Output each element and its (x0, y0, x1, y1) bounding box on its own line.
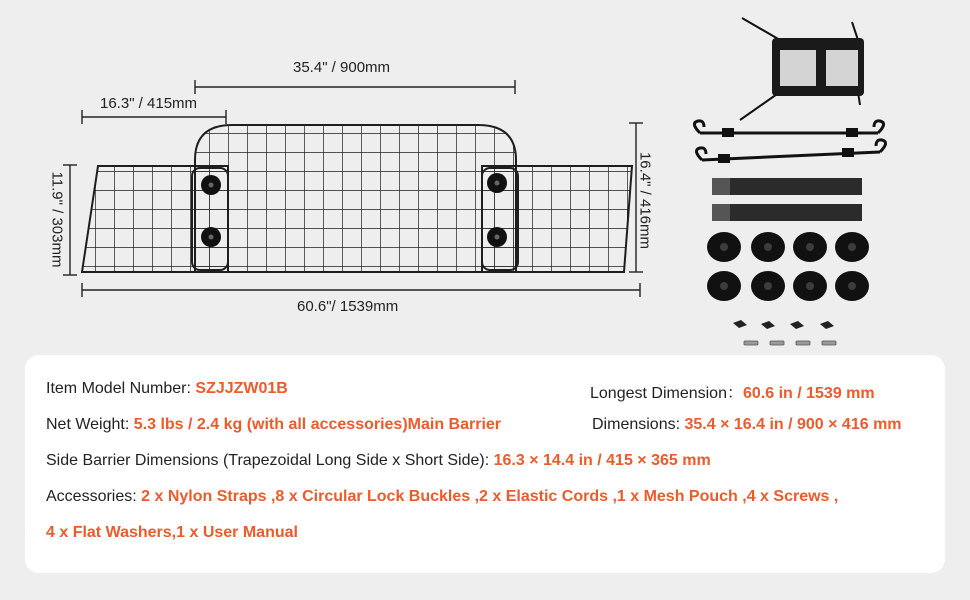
washer-icon (744, 341, 836, 345)
accessories-line (46, 488, 838, 506)
lock-buckle-icon (707, 232, 869, 301)
model-number-label: Item Model Number: (46, 380, 196, 397)
model-number-value: SZJJZW01B (195, 380, 288, 397)
dim-height-center: 16.4" / 416mm (636, 151, 654, 250)
net-weight-value: 5.3 lbs / 2.4 kg (with all accessories)Main Barrier (133, 416, 502, 433)
net-weight-label: Net Weight: (46, 416, 134, 433)
model-number-line (46, 380, 288, 398)
accessories-line-2 (46, 524, 298, 542)
longest-dimension-label: Longest Dimension： (590, 385, 743, 402)
screw-icon (733, 320, 834, 329)
dimensions-line (592, 416, 902, 434)
dim-width-side: 16.3" / 415mm (100, 95, 198, 112)
side-barrier-value: 16.3 × 14.4 in / 415 × 365 mm (493, 452, 711, 469)
longest-dimension-line (590, 380, 875, 403)
accessories-value-2: 4 x Flat Washers,1 x User Manual (46, 524, 298, 541)
side-barrier-label: Side Barrier Dimensions (Trapezoidal Long Side x Short Side): (46, 452, 494, 469)
dim-width-center: 35.4" / 900mm (293, 59, 391, 76)
longest-dimension-value: 60.6 in / 1539 mm (742, 385, 875, 402)
dimensions-value: 35.4 × 16.4 in / 900 × 416 mm (684, 416, 902, 433)
dim-total-length: 60.6"/ 1539mm (297, 298, 399, 315)
main-barrier (195, 125, 516, 272)
net-weight-line (46, 416, 501, 434)
side-barrier-line (46, 452, 711, 470)
mesh-pouch-icon (740, 18, 864, 120)
dim-height-side: 11.9" / 303mm (48, 171, 66, 268)
nylon-strap-icon (712, 178, 862, 221)
accessories-value-1: 2 x Nylon Straps ,8 x Circular Lock Buckles ,2 x Elastic Cords ,1 x Mesh Pouch ,4 x Screws , (141, 488, 839, 505)
dimensions-label: Dimensions: (592, 416, 685, 433)
accessories-label: Accessories: (46, 488, 142, 505)
